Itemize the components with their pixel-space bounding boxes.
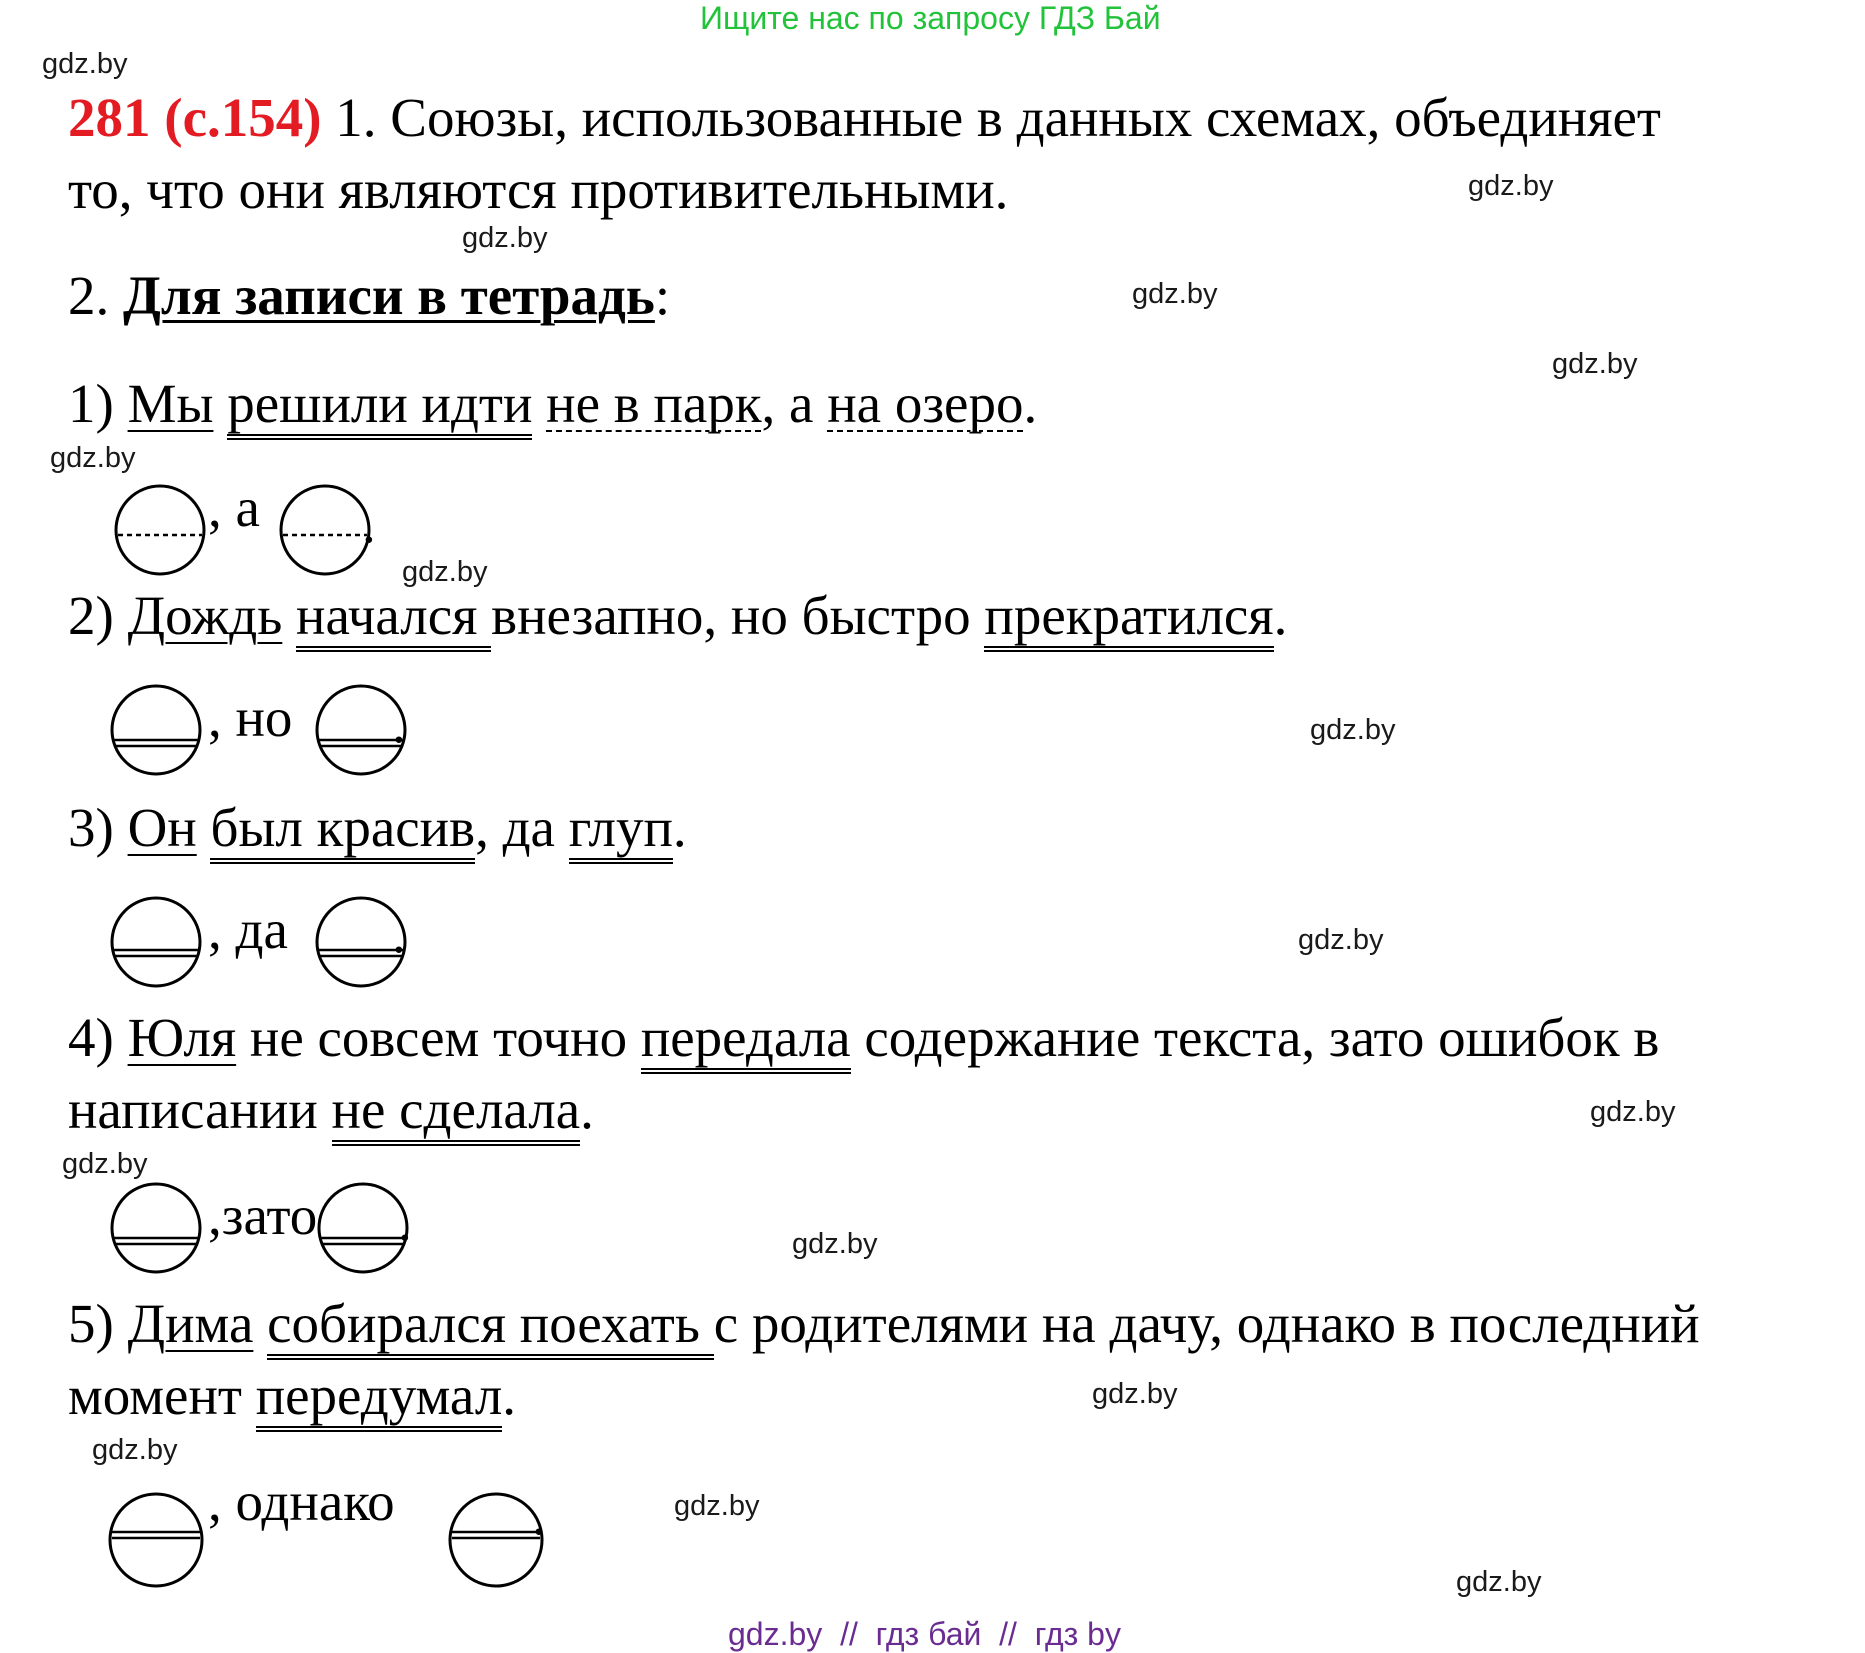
task-text: 1. Союзы, использованные в данных схемах, объединяет <box>321 87 1661 148</box>
clause-circle <box>450 1494 542 1586</box>
watermark: gdz.by <box>1132 278 1218 310</box>
subject: Он <box>127 797 197 858</box>
clause-circle <box>317 686 405 774</box>
watermark: gdz.by <box>402 556 488 588</box>
scheme-period: . <box>392 903 406 964</box>
sentence-number: 1) <box>68 373 128 434</box>
watermark: gdz.by <box>62 1148 148 1180</box>
sentence-5-line2: момент передумал. <box>68 1360 516 1432</box>
sentence-5: 5) Дима собирался поехать с родителями на дачу, однако в последний <box>68 1288 1700 1360</box>
sentence-number: 4) <box>68 1007 128 1068</box>
predicate: глуп <box>569 797 673 864</box>
scheme-period: . <box>392 693 406 754</box>
scheme-conjunction: , однако <box>208 1471 395 1532</box>
clause-circle <box>110 1494 202 1586</box>
colon: : <box>654 265 671 326</box>
sentence-number: 5) <box>68 1293 128 1354</box>
scheme-period: . <box>398 1191 412 1252</box>
circumstance: не в парк <box>546 373 762 434</box>
watermark: gdz.by <box>50 442 136 474</box>
watermark: gdz.by <box>1552 348 1638 380</box>
paragraph-number: 2. <box>68 265 123 326</box>
scheme-period: . <box>532 1485 546 1546</box>
watermark: gdz.by <box>462 222 548 254</box>
predicate: решили идти <box>227 373 532 440</box>
sentence-3: 3) Он был красив, да глуп. <box>68 792 687 864</box>
watermark: gdz.by <box>674 1490 760 1522</box>
predicate: был красив <box>210 797 475 864</box>
sentence-4-line2: написании не сделала. <box>68 1074 594 1146</box>
watermark: gdz.by <box>1298 924 1384 956</box>
scheme-conjunction: , а <box>208 477 260 538</box>
footer-links: gdz.by // гдз бай // гдз by <box>728 1616 1121 1652</box>
sentence-number: 2) <box>68 585 128 646</box>
search-banner: Ищите нас по запросу ГДЗ Бай <box>700 0 1161 36</box>
watermark: gdz.by <box>1092 1378 1178 1410</box>
watermark: gdz.by <box>792 1228 878 1260</box>
clause-circle <box>112 686 200 774</box>
scheme-2 <box>112 686 405 774</box>
task-number: 281 (с.154) <box>68 87 322 148</box>
subject: Дима <box>127 1293 254 1354</box>
watermark: gdz.by <box>1468 170 1554 202</box>
clause-circle <box>281 486 369 574</box>
watermark: gdz.by <box>42 48 128 80</box>
predicate: прекратился <box>984 585 1273 652</box>
sentence-2: 2) Дождь начался внезапно, но быстро прекратился. <box>68 580 1287 652</box>
clause-circle <box>317 898 405 986</box>
clause-circle <box>112 898 200 986</box>
scheme-1 <box>116 486 369 574</box>
predicate: начался <box>296 585 491 652</box>
predicate: собирался поехать <box>267 1293 714 1360</box>
clause-circle <box>319 1184 407 1272</box>
scheme-conjunction: ,зато <box>208 1185 318 1246</box>
subject: Дождь <box>127 585 283 646</box>
watermark: gdz.by <box>1456 1566 1542 1598</box>
sentence-number: 3) <box>68 797 128 858</box>
sentence-4: 4) Юля не совсем точно передала содержание текста, зато ошибок в <box>68 1002 1659 1074</box>
subject: Мы <box>127 373 214 434</box>
predicate: передала <box>641 1007 851 1074</box>
clause-circle <box>116 486 204 574</box>
clause-circle <box>112 1184 200 1272</box>
scheme-5 <box>110 1494 542 1586</box>
scheme-3 <box>112 898 405 986</box>
scheme-4 <box>112 1184 407 1272</box>
watermark: gdz.by <box>1590 1096 1676 1128</box>
predicate: передумал <box>256 1365 503 1432</box>
subject: Юля <box>127 1007 237 1068</box>
scheme-conjunction: , но <box>208 687 293 748</box>
scheme-conjunction: , да <box>208 899 288 960</box>
task-paragraph-1-line2: то, что они являются противительными. <box>68 159 1009 220</box>
sentence-1: 1) Мы решили идти не в парк, а на озеро. <box>68 368 1037 440</box>
scheme-period: . <box>362 493 376 554</box>
watermark: gdz.by <box>92 1434 178 1466</box>
predicate: не сделала <box>332 1079 581 1146</box>
watermark: gdz.by <box>1310 714 1396 746</box>
notebook-heading: Для записи в тетрадь <box>123 265 655 326</box>
circumstance: на озеро <box>827 373 1024 434</box>
